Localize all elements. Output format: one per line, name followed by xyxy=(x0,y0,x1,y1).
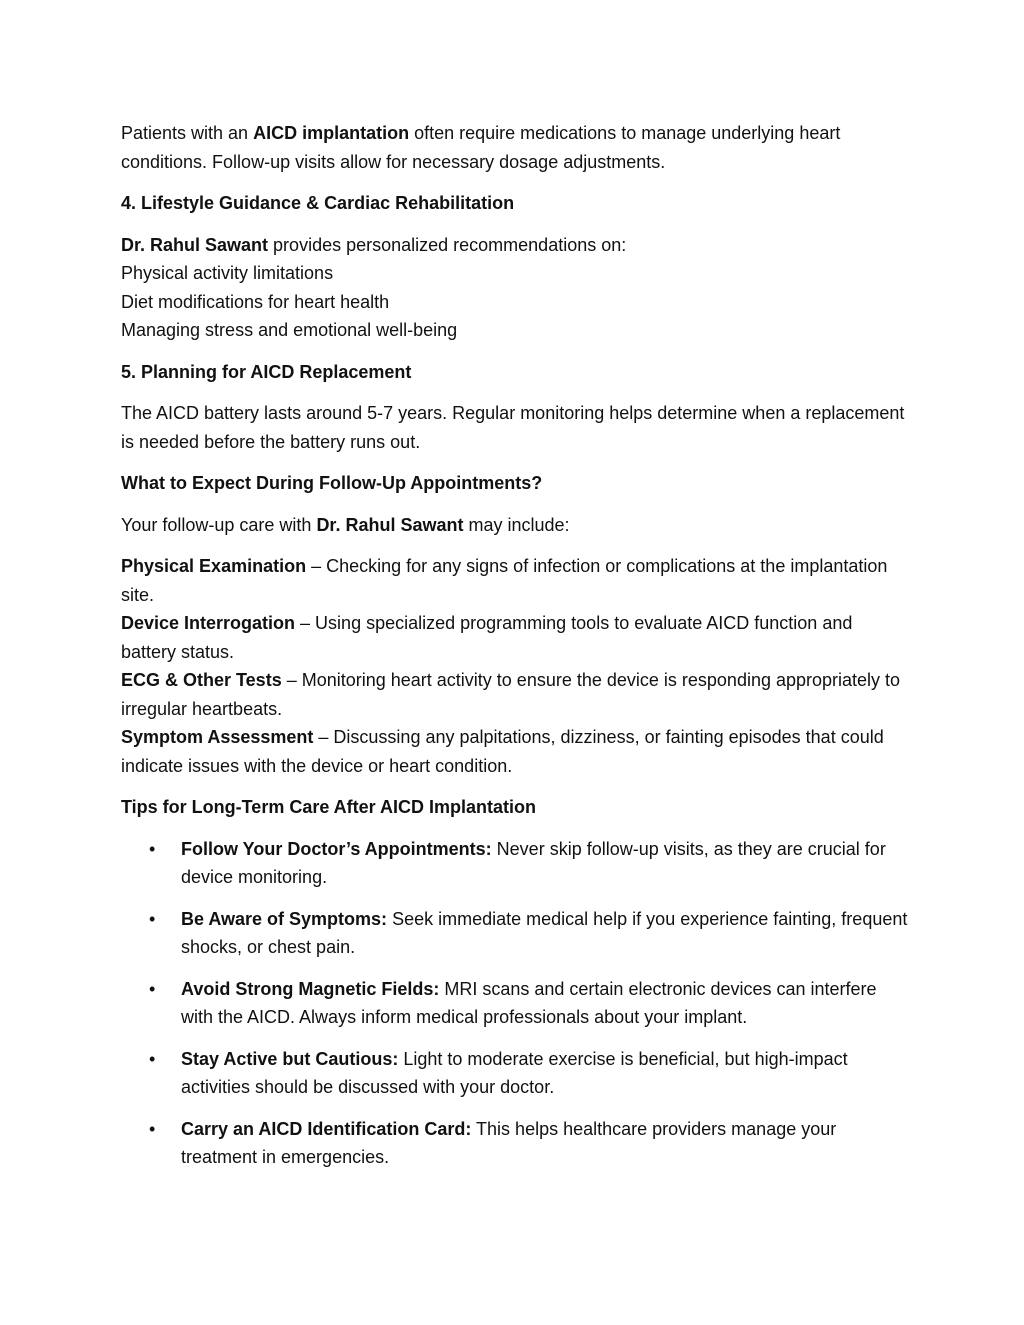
expect-item xyxy=(121,609,911,666)
expect-item-text: – Monitoring heart activity to ensure the device is responding appropriately to irregular heartbeats. xyxy=(121,670,901,719)
section5-heading xyxy=(121,358,911,387)
tips-list-item xyxy=(121,835,911,892)
section4-item: Diet modifications for heart health xyxy=(121,291,390,312)
section4-lead xyxy=(121,231,911,260)
intro-bold-term: AICD implantation xyxy=(253,123,410,143)
section4-heading-text: 4. Lifestyle Guidance & Cardiac Rehabilitation xyxy=(121,193,515,213)
tip-text: This helps healthcare providers manage your treatment in emergencies. xyxy=(181,1118,837,1167)
expect-heading xyxy=(121,469,911,498)
expect-item-title: Device Interrogation xyxy=(121,613,296,633)
tips-heading xyxy=(121,793,911,822)
tip-text: Never skip follow-up visits, as they are crucial for device monitoring. xyxy=(181,838,886,887)
intro-paragraph xyxy=(121,119,911,176)
expect-item-text: – Checking for any signs of infection or complications at the implantation site. xyxy=(121,556,888,605)
expect-lead-start: Your follow-up care with xyxy=(121,514,317,535)
expect-item-text: – Discussing any palpitations, dizziness, or fainting episodes that could indicate issues with the device or heart condition. xyxy=(121,727,884,776)
expect-item-text: – Using specialized programming tools to evaluate AICD function and battery status. xyxy=(121,613,853,662)
section5-paragraph: The AICD battery lasts around 5-7 years. Regular monitoring helps determine when a replacement is needed before the battery runs out. xyxy=(121,403,905,452)
expect-item xyxy=(121,723,911,780)
tips-list-item xyxy=(121,1045,911,1102)
doctor-name: Dr. Rahul Sawant xyxy=(121,234,269,255)
tip-title: Follow Your Doctor’s Appointments: xyxy=(181,838,492,859)
tips-list-item xyxy=(121,905,911,962)
tip-title: Stay Active but Cautious: xyxy=(181,1048,399,1069)
tip-title: Avoid Strong Magnetic Fields: xyxy=(181,978,440,999)
tip-title: Carry an AICD Identification Card: xyxy=(181,1118,472,1139)
tip-text: MRI scans and certain electronic devices can interfere with the AICD. Always inform medical professionals about your implant. xyxy=(181,978,877,1027)
tips-heading-text: Tips for Long-Term Care After AICD Implantation xyxy=(121,797,537,817)
intro-text-end: often require medications to manage underlying heart conditions. Follow-up visits allow for necessary dosage adjustments. xyxy=(121,123,841,172)
tip-text: Light to moderate exercise is beneficial, but high-impact activities should be discussed with your doctor. xyxy=(181,1048,848,1097)
doctor-name: Dr. Rahul Sawant xyxy=(316,514,464,535)
expect-item xyxy=(121,552,911,609)
expect-item-title: Physical Examination xyxy=(121,556,307,576)
section4-item: Managing stress and emotional well-being xyxy=(121,320,458,340)
intro-text-start: Patients with an xyxy=(121,123,254,143)
document-page xyxy=(121,119,911,1185)
section4-item: Physical activity limitations xyxy=(121,263,334,283)
section4-heading xyxy=(121,189,911,218)
tips-list-item xyxy=(121,975,911,1032)
section5-heading-text: 5. Planning for AICD Replacement xyxy=(121,361,412,382)
expect-item-title: ECG & Other Tests xyxy=(121,670,282,690)
expect-lead xyxy=(121,511,911,540)
expect-heading-text: What to Expect During Follow-Up Appointments? xyxy=(121,473,543,493)
tip-title: Be Aware of Symptoms: xyxy=(181,908,388,929)
expect-item-title: Symptom Assessment xyxy=(121,727,314,747)
tip-text: Seek immediate medical help if you experience fainting, frequent shocks, or chest pain. xyxy=(181,908,908,957)
tips-list xyxy=(121,835,911,1172)
section4-lead-text: provides personalized recommendations on: xyxy=(268,234,627,255)
tips-list-item xyxy=(121,1115,911,1172)
expect-lead-end: may include: xyxy=(463,514,570,535)
expect-item xyxy=(121,666,911,723)
